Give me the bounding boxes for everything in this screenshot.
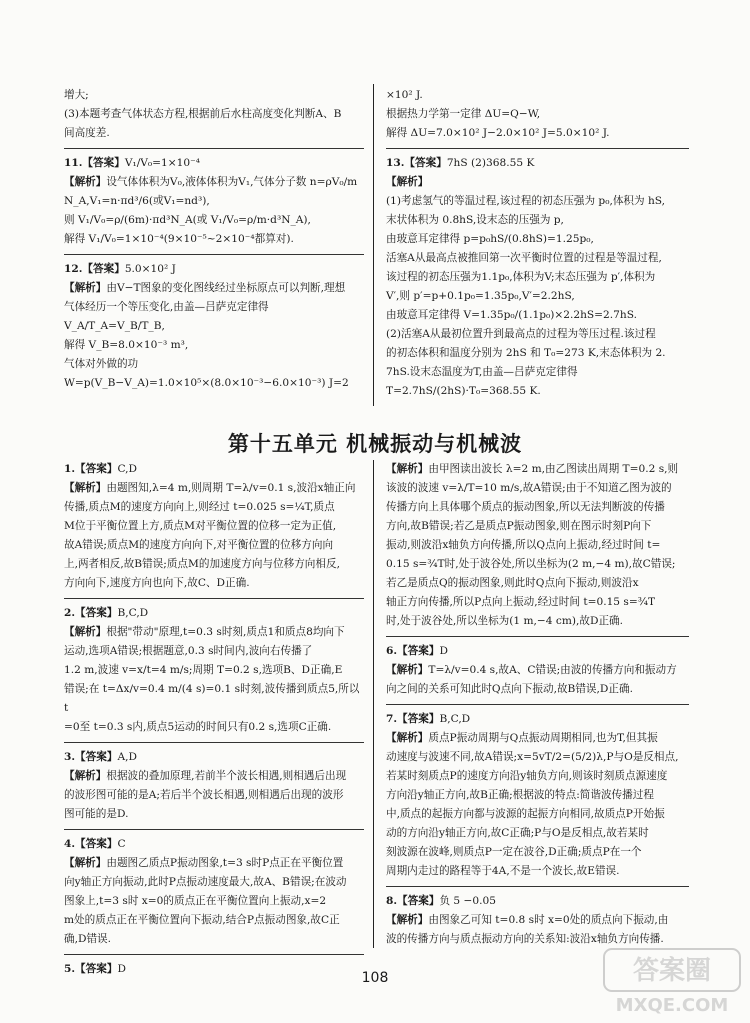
text-line xyxy=(386,911,689,930)
question-12 xyxy=(64,260,364,393)
divider xyxy=(64,954,364,955)
line-text: 若某时刻质点P的速度方向沿y轴负方向,则该时刻质点源速度 xyxy=(386,770,668,782)
line-text: (3)本题考查气体状态方程,根据前后水柱高度变化判断A、B xyxy=(64,108,342,120)
text-line xyxy=(386,555,689,574)
line-text: 解得 V_B=8.0×10⁻³ m³, xyxy=(64,339,189,351)
text-line xyxy=(64,211,364,230)
line-text: B,C,D xyxy=(439,713,471,725)
text-line xyxy=(64,298,364,336)
text-line xyxy=(386,843,689,862)
line-text: 图象上,t=3 s时 x=0的质点正在平衡位置向上振动,x=2 xyxy=(64,895,327,907)
answer-tag: 1.【答案】 xyxy=(64,463,118,475)
line-text: 向之间的关系可知此时Q点向下振动,故B错误,D正确. xyxy=(386,683,633,695)
text-line xyxy=(386,344,689,363)
answer-tag: 【解析】 xyxy=(64,770,107,782)
divider xyxy=(64,829,364,830)
line-text: 间高度差. xyxy=(64,127,110,139)
answer-tag: 【解析】 xyxy=(64,482,107,494)
bottom-center-divider xyxy=(373,460,374,948)
text-line xyxy=(64,835,364,854)
line-text: 5.0×10² J xyxy=(124,263,176,275)
line-text: ×10² J. xyxy=(386,89,423,101)
line-text: 增大; xyxy=(64,89,89,101)
text-line xyxy=(64,767,364,786)
answer-tag: 【解析】 xyxy=(386,463,429,475)
top-right-column xyxy=(386,86,689,401)
line-text: 上,两者相反,故B错误;质点M的加速度方向与位移方向相反, xyxy=(64,558,340,570)
text-line xyxy=(64,555,364,574)
line-text: 负 5 −0.05 xyxy=(439,895,496,907)
answer-tag: 【解析】 xyxy=(386,914,429,926)
line-text: B,C,D xyxy=(117,607,149,619)
text-line xyxy=(386,325,689,344)
text-line xyxy=(64,124,364,143)
svg-text:MXQE.COM: MXQE.COM xyxy=(615,995,729,1016)
text-line xyxy=(386,363,689,382)
text-line xyxy=(386,661,689,680)
text-line xyxy=(386,862,689,881)
text-line xyxy=(64,854,364,873)
text-line xyxy=(386,86,689,105)
line-text: 由题图知,λ=4 m,则周期 T=λ/v=0.1 s,波沿x轴正向 xyxy=(106,482,356,494)
line-text: 质点P振动周期与Q点振动周期相同,也为T,但其振 xyxy=(428,732,658,744)
text-line xyxy=(64,930,364,949)
text-line xyxy=(64,279,364,298)
answer-tag: 5.【答案】 xyxy=(64,963,118,975)
text-line xyxy=(386,154,689,173)
line-text: 图可能的是D. xyxy=(64,808,129,820)
text-line xyxy=(64,574,364,593)
text-line xyxy=(64,604,364,623)
text-line xyxy=(64,517,364,536)
line-text: 解得 V₁/V₀=1×10⁻⁴(9×10⁻⁵~2×10⁻⁴都算对). xyxy=(64,233,294,245)
line-text: 气体经历一个等压变化,由盖—吕萨克定律得 V_A/T_A=V_B/T_B, xyxy=(64,301,269,332)
divider xyxy=(386,148,689,149)
answer-tag: 3.【答案】 xyxy=(64,751,118,763)
line-text: 根据波的叠加原理,若前半个波长相遇,则相遇后出现 xyxy=(106,770,347,782)
bottom-left-column xyxy=(64,460,364,979)
text-line xyxy=(386,729,689,748)
answer-tag: 11.【答案】 xyxy=(64,157,125,169)
line-text: 方向沿y轴正方向,故B正确;根据波的特点:简谐波传播过程 xyxy=(386,789,654,801)
text-line xyxy=(386,642,689,661)
bottom-right-column xyxy=(386,460,689,949)
line-text: 末状体积为 0.8hS,设末态的压强为 p, xyxy=(386,214,564,226)
text-line xyxy=(64,642,364,661)
line-text: C,D xyxy=(117,463,138,475)
line-text: m处的质点正在平衡位置向下振动,结合P点振动图象,故C正 xyxy=(64,914,340,926)
text-line xyxy=(64,718,364,737)
line-text: 周期内走过的路程等于4A,不是一个波长,故E错误. xyxy=(386,865,620,877)
question-11 xyxy=(64,154,364,249)
text-line xyxy=(64,230,364,249)
line-text: D xyxy=(439,645,448,657)
line-text: 根据"带动"原理,t=0.3 s时刻,质点1和质点8均向下 xyxy=(106,626,345,638)
divider xyxy=(64,598,364,599)
answer-tag: 【解析】 xyxy=(64,626,107,638)
watermark-logo xyxy=(602,945,742,1017)
answer-tag: 6.【答案】 xyxy=(386,645,440,657)
text-line xyxy=(64,260,364,279)
line-text: 中,质点的起振方向都与波源的起振方向相同,故质点P开始振 xyxy=(386,808,665,820)
answer-tag: 13.【答案】 xyxy=(386,157,447,169)
text-line xyxy=(386,173,689,192)
line-text: T=2.7hS/(2hS)·T₀=368.55 K. xyxy=(386,385,541,397)
line-text: 确,D错误. xyxy=(64,933,112,945)
line-text: 活塞A从最高点被推回第一次平衡时位置的过程是等温过程, xyxy=(386,252,662,264)
line-text: 轴正方向传播,所以P点向上振动,经过时间 t=0.15 s=¾T xyxy=(386,596,656,608)
line-text: 传播,质点M的速度方向向上,则经过 t=0.025 s=¼T,质点 xyxy=(64,501,335,513)
line-text: 由玻意耳定律得 p=p₀hS/(0.8hS)=1.25p₀, xyxy=(386,233,594,245)
line-text: =0至 t=0.3 s内,质点5运动的时间只有0.2 s,选项C正确. xyxy=(64,721,332,733)
text-line xyxy=(386,786,689,805)
answer-tag: 【解析】 xyxy=(386,732,429,744)
answer-tag: 4.【答案】 xyxy=(64,838,118,850)
text-line xyxy=(64,355,364,374)
answer-tag: 2.【答案】 xyxy=(64,607,118,619)
text-line xyxy=(64,873,364,892)
divider xyxy=(386,886,689,887)
line-text: 波的传播方向与质点振动方向的关系知:波沿x轴负方向传播. xyxy=(386,933,664,945)
line-text: 该过程的初态压强为1.1p₀,体积为V;末态压强为 p′,体积为 xyxy=(386,271,656,283)
line-text: 的波形图可能的是A;若后半个波长相遇,则相遇后出现的波形 xyxy=(64,789,344,801)
line-text: 刻波源在波峰,则质点P一定在波谷,D正确;质点P在一个 xyxy=(386,846,642,858)
divider xyxy=(64,148,364,149)
line-text: 故A错误;质点M的速度方向向下,对平衡位置的位移方向向 xyxy=(64,539,334,551)
divider xyxy=(64,254,364,255)
answer-tag: 7.【答案】 xyxy=(386,713,440,725)
answer-tag: 8.【答案】 xyxy=(386,895,440,907)
line-text: T=λ/v=0.4 s,故A、C错误;由波的传播方向和振动方 xyxy=(428,664,677,676)
line-text: 该波的波速 v=λ/T=10 m/s,故A错误;由于不知道乙图为波的 xyxy=(386,482,672,494)
svg-text:答案圈: 答案圈 xyxy=(632,956,712,986)
line-text: 由V−T图象的变化图线经过坐标原点可以判断,理想 xyxy=(106,282,346,294)
continuation-block xyxy=(386,86,689,143)
line-text: V₁/V₀=1×10⁻⁴ xyxy=(124,157,200,169)
line-text: 振动,则波沿x轴负方向传播,所以Q点向上振动,经过时间 t= xyxy=(386,539,661,551)
line-text: 由题图乙质点P振动图象,t=3 s时P点正在平衡位置 xyxy=(106,857,344,869)
text-line xyxy=(386,805,689,824)
text-line xyxy=(64,336,364,355)
text-line xyxy=(386,498,689,517)
text-line xyxy=(386,593,689,612)
answer-tag: 12.【答案】 xyxy=(64,263,125,275)
text-line xyxy=(386,249,689,268)
line-text: 传播方向上具体哪个质点的振动图象,所以无法判断波的传播 xyxy=(386,501,665,513)
line-text: W=p(V_B−V_A)=1.0×10⁵×(8.0×10⁻³−6.0×10⁻³) J=2 xyxy=(64,377,349,389)
line-text: 0.15 s=¾T时,处于波谷处,所以坐标为(2 m,−4 m),故C错误; xyxy=(386,558,676,570)
line-text: 错误;在 t=Δx/v=0.4 m/(4 s)=0.1 s时刻,波传播到质点5,所以 t xyxy=(64,683,360,714)
text-line xyxy=(64,892,364,911)
text-line xyxy=(386,230,689,249)
line-text: 时,处于波谷处,所以坐标为(1 m,−4 cm),故D正确. xyxy=(386,615,624,627)
text-line xyxy=(64,86,364,105)
line-text: M位于平衡位置上方,质点M对平衡位置的位移一定为正值, xyxy=(64,520,337,532)
text-line xyxy=(64,786,364,805)
answer-tag: 【解析】 xyxy=(64,176,107,188)
line-text: C xyxy=(117,838,126,850)
line-text: 动的方向沿y轴正方向,故C正确;P与O是反相点,故若某时 xyxy=(386,827,649,839)
line-text: 运动,选项A错误;根据题意,0.3 s时间内,波向右传播了 xyxy=(64,645,313,657)
divider xyxy=(386,636,689,637)
top-center-divider xyxy=(373,84,374,406)
text-line xyxy=(386,574,689,593)
line-text: 由甲图读出波长 λ=2 m,由乙图读出周期 T=0.2 s,则 xyxy=(428,463,679,475)
text-line xyxy=(386,824,689,843)
divider xyxy=(386,704,689,705)
line-text: D xyxy=(117,963,126,975)
line-text: 设气体体积为V₀,液体体积为V₁,气体分子数 n=ρV₀/m xyxy=(106,176,358,188)
line-text: 方向向下,速度方向也向下,故C、D正确. xyxy=(64,577,250,589)
text-line xyxy=(64,680,364,718)
line-text: V′,则 p′=p+0.1p₀=1.35p₀,V′=2.2hS, xyxy=(386,290,575,302)
answer-tag: 【解析】 xyxy=(386,664,429,676)
top-left-column xyxy=(64,86,364,393)
line-text: 则 V₁/V₀=ρ/(6m)·πd³N_A(或 V₁/V₀=ρ/m·d³N_A), xyxy=(64,214,311,226)
text-line xyxy=(386,211,689,230)
text-line xyxy=(64,748,364,767)
text-line xyxy=(386,710,689,729)
text-line xyxy=(64,105,364,124)
text-line xyxy=(64,374,364,393)
line-text: 7hS.设末态温度为T,由盖—吕萨克定律得 xyxy=(386,366,578,378)
line-text: 气体对外做的功 xyxy=(64,358,139,370)
text-line xyxy=(386,268,689,287)
text-line xyxy=(386,892,689,911)
line-text: 7hS (2)368.55 K xyxy=(446,157,535,169)
page-number: 108 xyxy=(361,970,389,986)
text-line xyxy=(64,911,364,930)
text-line xyxy=(386,612,689,631)
line-text: 1.2 m,波速 v=x/t=4 m/s;周期 T=0.2 s,选项B、D正确,E xyxy=(64,664,343,676)
answer-tag: 【解析】 xyxy=(386,176,429,188)
text-line xyxy=(386,748,689,767)
answer-tag: 【解析】 xyxy=(64,282,107,294)
answer-tag: 【解析】 xyxy=(64,857,107,869)
line-text: 根据热力学第一定律 ΔU=Q−W, xyxy=(386,108,541,120)
text-line xyxy=(386,479,689,498)
line-text: 若乙是质点Q的振动图象,则此时Q点向下振动,则波沿x xyxy=(386,577,639,589)
line-text: A,D xyxy=(117,751,137,763)
text-line xyxy=(386,536,689,555)
line-text: 的初态体积和温度分别为 2hS 和 T₀=273 K,末态体积为 2. xyxy=(386,347,666,359)
line-text: 解得 ΔU=7.0×10² J−2.0×10² J=5.0×10² J. xyxy=(386,127,610,139)
text-line xyxy=(386,517,689,536)
continuation-block xyxy=(64,86,364,143)
text-line xyxy=(64,536,364,555)
line-text: (1)考虑氢气的等温过程,该过程的初态压强为 p₀,体积为 hS, xyxy=(386,195,666,207)
text-line xyxy=(386,767,689,786)
question-13 xyxy=(386,154,689,401)
text-line xyxy=(386,460,689,479)
text-line xyxy=(64,173,364,192)
text-line xyxy=(64,154,364,173)
text-line xyxy=(64,460,364,479)
line-text: 向y轴正方向振动,此时P点振动速度最大,故A、B错误;在波动 xyxy=(64,876,347,888)
text-line xyxy=(64,623,364,642)
line-text: (2)活塞A从最初位置升到最高点的过程为等压过程.该过程 xyxy=(386,328,656,340)
line-text: 动速度与波速不同,故A错误;x=5vT/2=(5/2)λ,P与O是反相点, xyxy=(386,751,679,763)
text-line xyxy=(386,382,689,401)
text-line xyxy=(64,479,364,498)
unit-title: 第十五单元 机械振动与机械波 xyxy=(227,432,523,456)
divider xyxy=(64,742,364,743)
text-line xyxy=(386,105,689,124)
text-line xyxy=(64,192,364,211)
text-line xyxy=(386,124,689,143)
line-text: 由图象乙可知 t=0.8 s时 x=0处的质点向下振动,由 xyxy=(428,914,669,926)
text-line xyxy=(386,287,689,306)
text-line xyxy=(64,498,364,517)
line-text: 由玻意耳定律得 V=1.35p₀/(1.1p₀)×2.2hS=2.7hS. xyxy=(386,309,637,321)
text-line xyxy=(64,805,364,824)
text-line xyxy=(64,661,364,680)
text-line xyxy=(386,192,689,211)
text-line xyxy=(386,306,689,325)
text-line xyxy=(386,680,689,699)
line-text: 方向,故B错误;若乙是质点P振动图象,则在图示时刻P向下 xyxy=(386,520,652,532)
line-text: N_A,V₁=n·πd³/6(或V₁=nd³), xyxy=(64,195,210,207)
